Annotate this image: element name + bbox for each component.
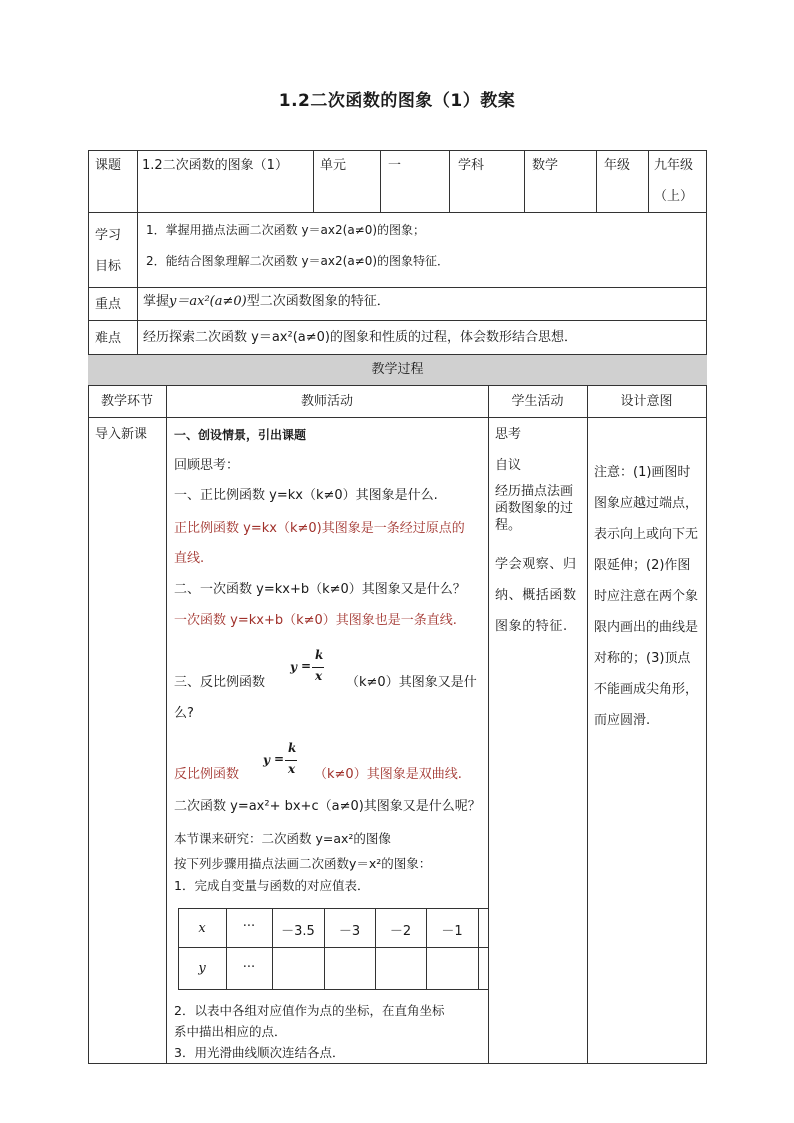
frac-num: k [315, 648, 324, 662]
key-point-formula: y＝ax²(a≠0) [169, 294, 247, 309]
page-title: 1.2二次函数的图象（1）教案 [278, 91, 516, 111]
teacher-a1-line2: 直线. [174, 551, 205, 566]
table-cell-x-4: －2 [389, 924, 412, 939]
objectives-label-line2: 目标 [95, 259, 122, 274]
grade-value-line1: 九年级 [654, 158, 694, 173]
fraction-y-eq-k-over-x-2 [263, 741, 303, 781]
key-point-label: 重点 [95, 297, 122, 312]
table-cell-x-label: x [198, 921, 206, 936]
fraction-y-eq-k-over-x-1 [290, 648, 330, 688]
student-s3: 经历描点法画函数图象的过程。 [495, 484, 574, 533]
key-point-text [143, 294, 390, 310]
teacher-a1-line1: 正比例函数 y=kx（k≠0)其图象是一条经过原点的 [174, 521, 465, 536]
table-cell-x-3: －3 [338, 924, 361, 939]
frac-eq: = [274, 752, 285, 766]
course-value: 1.2二次函数的图象（1） [142, 158, 288, 173]
teacher-step2-line1: 2．以表中各组对应值作为点的坐标，在直角坐标 [174, 1003, 445, 1018]
grade-label: 年级 [604, 158, 631, 173]
teacher-a3-prefix: 反比例函数 [174, 767, 240, 782]
col-teacher-header: 教师活动 [300, 394, 353, 409]
table-cell-x-1: ··· [242, 919, 256, 934]
table-cell-y-1: ··· [242, 960, 256, 975]
subject-value: 数学 [532, 158, 559, 173]
teacher-q3-suffix: （k≠0）其图象又是什 [346, 675, 477, 690]
difficulty-label: 难点 [95, 331, 122, 346]
objective-item-2: 2．能结合图象理解二次函数 y＝ax2(a≠0)的图象特征． [146, 254, 450, 268]
difficulty-text: 经历探索二次函数 y＝ax²(a≠0)的图象和性质的过程，体会数形结合思想． [143, 330, 577, 345]
teacher-step2-line2: 系中描出相应的点． [174, 1024, 287, 1039]
frac-y: y [263, 753, 270, 767]
unit-label: 单元 [320, 158, 347, 173]
teacher-q4: 二次函数 y=ax²+ bx+c（a≠0)其图象又是什么呢？ [174, 799, 481, 814]
key-point-suffix: 型二次函数图象的特征． [246, 294, 390, 309]
teacher-q3-line2: 么? [174, 706, 194, 721]
teacher-heading: 一、创设情景，引出课题 [174, 428, 307, 442]
stage-label: 导入新课 [95, 427, 148, 442]
frac-den: x [315, 669, 323, 683]
teacher-steps-intro: 按下列步骤用描点法画二次函数y＝x²的图象： [174, 856, 432, 871]
teacher-step1: 1．完成自变量与函数的对应值表． [174, 878, 370, 893]
teacher-step3: 3．用光滑曲线顺次连结各点． [174, 1045, 345, 1060]
subject-label: 学科 [458, 158, 485, 173]
col-stage-header: 教学环节 [100, 394, 153, 409]
design-text: 注意：(1)画图时图象应越过端点，表示向上或向下无限延伸；(2)作图时应注意在两个象限内画出的曲线是对称的；(3)顶点不能画成尖角形，而应圆滑. [594, 465, 699, 728]
course-label: 课题 [95, 158, 122, 173]
teacher-q1: 一、正比例函数 y=kx（k≠0）其图象是什么. [174, 488, 438, 503]
teacher-q3-prefix: 三、反比例函数 [174, 675, 266, 690]
frac-eq: = [301, 659, 312, 673]
table-cell-x-5: －1 [441, 924, 463, 939]
student-s1: 思考 [495, 427, 522, 442]
process-band-title: 教学过程 [371, 362, 424, 377]
teacher-a3-suffix: （k≠0）其图象是双曲线. [314, 767, 462, 782]
frac-den: x [288, 762, 296, 776]
teacher-review: 回顾思考： [174, 458, 240, 473]
grade-value-line2: （上） [654, 189, 694, 204]
objectives-label-line1: 学习 [95, 228, 122, 243]
frac-num: k [288, 741, 297, 755]
unit-value: 一 [388, 158, 402, 173]
col-design-header: 设计意图 [620, 394, 673, 409]
table-cell-x-2: －3.5 [281, 924, 315, 939]
student-s2: 自议 [495, 458, 522, 473]
student-s4: 学会观察、归纳、概括函数图象的特征. [495, 557, 577, 634]
key-point-prefix: 掌握 [143, 294, 170, 309]
frac-y: y [290, 660, 297, 674]
teacher-q2: 二、一次函数 y=kx+b（k≠0）其图象又是什么？ [174, 582, 466, 597]
col-student-header: 学生活动 [511, 394, 564, 409]
table-cell-y-label: y [198, 961, 206, 976]
objective-item-1: 1．掌握用描点法画二次函数 y＝ax2(a≠0)的图象； [146, 223, 426, 237]
teacher-study: 本节课来研究：二次函数 y=ax²的图像 [174, 831, 391, 846]
teacher-a2: 一次函数 y=kx+b（k≠0）其图象也是一条直线. [174, 613, 457, 628]
